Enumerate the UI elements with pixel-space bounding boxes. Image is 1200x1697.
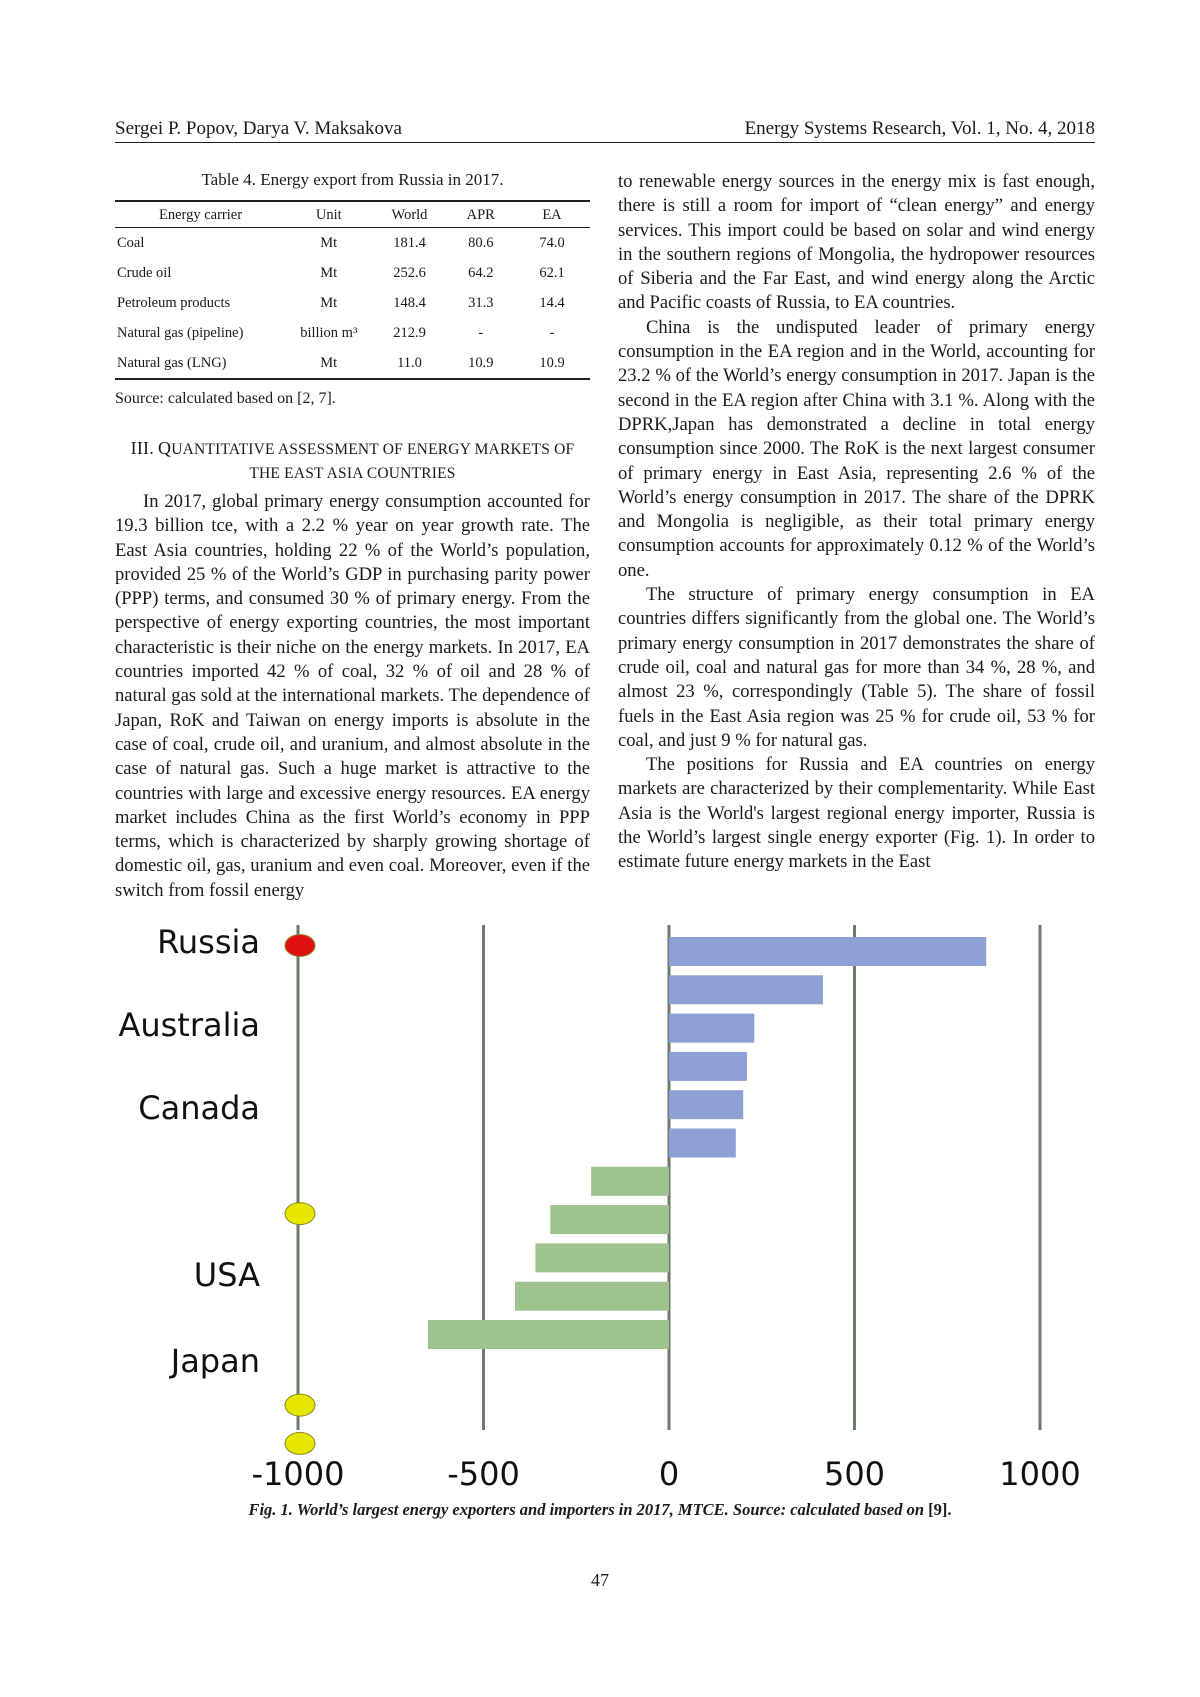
table-cell: 31.3	[448, 288, 515, 318]
table-cell: 80.6	[448, 228, 515, 259]
table-cell: -	[514, 318, 590, 348]
table-source: Source: calculated based on [2, 7].	[115, 390, 590, 408]
bar-8	[535, 1243, 669, 1272]
energy-trade-chart	[110, 925, 1100, 1495]
col-header-unit: Unit	[286, 201, 372, 228]
bar-5	[669, 1129, 736, 1158]
table-header-row	[115, 201, 590, 228]
tick-label-4: 1000	[999, 1455, 1080, 1493]
table-row	[115, 348, 590, 379]
chart-x-axis-ticks	[252, 1455, 1081, 1493]
table-cell: Natural gas (LNG)	[115, 348, 286, 379]
table-cell: Mt	[286, 348, 372, 379]
table-cell: 11.0	[372, 348, 448, 379]
figure-caption-text: Fig. 1. World’s largest energy exporters and importers in 2017, MTCE. Source: calculated based on	[248, 1500, 924, 1519]
country-label-japan: Japan	[169, 1342, 260, 1380]
table-cell: 64.2	[448, 258, 515, 288]
table-cell: Petroleum products	[115, 288, 286, 318]
right-paragraph-1: to renewable energy sources in the energy mix is fast enough, there is still a room for import of “clean energy” and energy services. This import could be based on solar and wind energy in the southern regions of Mongolia, the hydropower resources of Siberia and the Far East, and wind energy along the Arctic and Pacific coasts of Russia, to EA countries.	[618, 170, 1095, 316]
chart-bars	[428, 937, 986, 1349]
marker-2	[285, 1394, 315, 1416]
table-cell: 10.9	[514, 348, 590, 379]
country-label-russia: Russia	[157, 925, 260, 961]
left-column	[115, 170, 590, 903]
col-header-world: World	[372, 201, 448, 228]
bar-3	[669, 1052, 747, 1081]
bar-1	[669, 975, 823, 1004]
tick-label-1: -500	[447, 1455, 520, 1493]
right-paragraph-4: The positions for Russia and EA countries on energy markets are characterized by their complementarity. While East Asia is the World's largest regional energy importer, Russia is the World’s largest single energy exporter (Fig. 1). In order to estimate future energy markets in the East	[618, 753, 1095, 874]
table-row	[115, 228, 590, 259]
table-cell: 62.1	[514, 258, 590, 288]
bar-10	[428, 1320, 669, 1349]
table-cell: Mt	[286, 288, 372, 318]
tick-label-2: 0	[659, 1455, 679, 1493]
table-cell: 14.4	[514, 288, 590, 318]
page-number: 47	[0, 1570, 1200, 1591]
table-cell: 252.6	[372, 258, 448, 288]
section-numeral: III.	[131, 438, 154, 458]
table-cell: 181.4	[372, 228, 448, 259]
table-row	[115, 258, 590, 288]
table-cell: billion m³	[286, 318, 372, 348]
header-authors: Sergei P. Popov, Darya V. Maksakova	[115, 118, 402, 140]
table-cell: -	[448, 318, 515, 348]
table-cell: 10.9	[448, 348, 515, 379]
col-header-apr: APR	[448, 201, 515, 228]
country-label-australia: Australia	[118, 1006, 260, 1044]
section-title-line2: THE EAST ASIA COUNTRIES	[249, 465, 455, 482]
bar-4	[669, 1090, 743, 1119]
section-initial: Q	[158, 438, 171, 458]
right-column	[618, 170, 1095, 875]
table-cell: 74.0	[514, 228, 590, 259]
figure-caption-ref: [9].	[928, 1500, 951, 1519]
country-label-canada: Canada	[138, 1089, 260, 1127]
left-paragraph: In 2017, global primary energy consumption accounted for 19.3 billion tce, with a 2.2 % year on year growth rate. The East Asia countries, holding 22 % of the World’s population, provided 25 % of the World’s GDP in purchasing parity power (PPP) terms, and consumed 30 % of primary energy. From the perspective of energy exporting countries, the most important characteristic is their niche on the energy markets. In 2017, EA countries imported 42 % of coal, 32 % of oil and 28 % of natural gas sold at the international markets. The dependence of Japan, RoK and Taiwan on energy imports is absolute in the case of coal, crude oil, and uranium, and almost absolute in the case of natural gas. Such a huge market is attractive to the countries with large and excessive energy resources. EA energy market includes China as the first World’s economy in PPP terms, which is characterized by sharply growing shortage of domestic oil, gas, uranium and even coal. Moreover, even if the switch from fossil energy	[115, 490, 590, 903]
bar-7	[550, 1205, 669, 1234]
figure-caption	[0, 1500, 1200, 1520]
table-cell: Natural gas (pipeline)	[115, 318, 286, 348]
bar-6	[591, 1167, 669, 1196]
country-label-usa: USA	[194, 1256, 260, 1294]
bar-0	[669, 937, 986, 966]
section-title-line1: UANTITATIVE ASSESSMENT OF ENERGY MARKETS OF	[171, 441, 574, 458]
chart-country-labels	[118, 925, 260, 1380]
table-row	[115, 318, 590, 348]
right-paragraph-2: China is the undisputed leader of primary energy consumption in the EA region and in the World, accounting for 23.2 % of the World’s energy consumption in 2017. Japan is the second in the EA region after China with 3.1 %. Along with the DPRK,Japan has demonstrated a decline in total energy consumption since 2000. The RoK is the next largest consumer of primary energy in East Asia, representing 2.6 % of the World’s energy consumption in 2017. The share of the DPRK and Mongolia is negligible, as their total primary energy consumption accounts for approximately 0.12 % of the World’s one.	[618, 316, 1095, 583]
col-header-ea: EA	[514, 201, 590, 228]
bar-9	[515, 1282, 669, 1311]
header-rule	[115, 142, 1095, 143]
col-header-carrier: Energy carrier	[115, 201, 286, 228]
section-heading	[115, 436, 590, 486]
tick-label-3: 500	[824, 1455, 885, 1493]
energy-export-table	[115, 200, 590, 380]
table-cell: 212.9	[372, 318, 448, 348]
table-cell: Mt	[286, 228, 372, 259]
marker-1	[285, 1203, 315, 1225]
bar-2	[669, 1014, 754, 1043]
table-cell: Coal	[115, 228, 286, 259]
table-cell: Crude oil	[115, 258, 286, 288]
table-cell: 148.4	[372, 288, 448, 318]
chart-markers	[285, 935, 315, 1455]
marker-3	[285, 1432, 315, 1454]
table-caption: Table 4. Energy export from Russia in 2017.	[115, 170, 590, 190]
table-row	[115, 288, 590, 318]
header-journal: Energy Systems Research, Vol. 1, No. 4, 2018	[745, 118, 1095, 140]
marker-0	[285, 935, 315, 957]
tick-label-0: -1000	[252, 1455, 345, 1493]
right-paragraph-3: The structure of primary energy consumption in EA countries differs significantly from the global one. The World’s primary energy consumption in 2017 demonstrates the share of crude oil, coal and natural gas for more than 34 %, 28 %, and almost 23 %, correspondingly (Table 5). The share of fossil fuels in the East Asia region was 25 % for crude oil, 53 % for coal, and just 9 % for natural gas.	[618, 583, 1095, 753]
table-cell: Mt	[286, 258, 372, 288]
